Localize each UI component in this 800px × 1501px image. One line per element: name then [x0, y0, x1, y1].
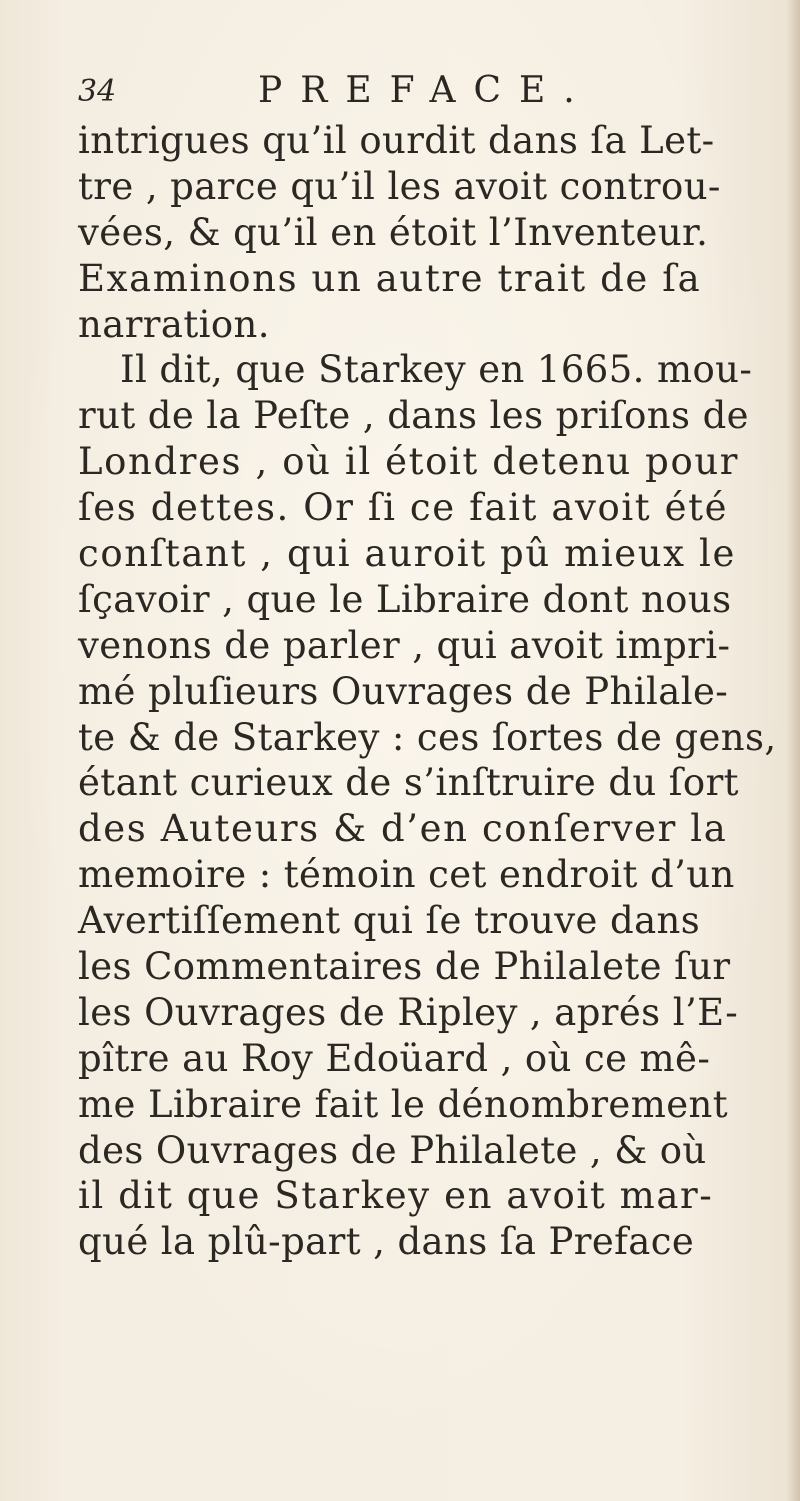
- text-line: des Ouvrages de Philalete , & où: [78, 1128, 707, 1172]
- text-line: tre , parce qu’il les avoit controu-: [78, 164, 721, 208]
- page-edge-shadow: [786, 0, 800, 1501]
- text-line: les Commentaires de Philalete ſur: [78, 945, 731, 989]
- page-number: 34: [78, 74, 117, 109]
- text-line: intrigues qu’il ourdit dans ſa Let-: [78, 119, 715, 162]
- running-head: PREFACE.: [258, 70, 593, 111]
- text-line: les Ouvrages de Ripley , aprés l’E-: [78, 990, 739, 1034]
- text-line: il dit que Starkey en avoit mar-: [78, 1174, 714, 1218]
- text-line: narration.: [78, 302, 270, 346]
- text-line: rut de la Peſte , dans les priſons de: [78, 394, 749, 438]
- paragraph-start-line: Il dit, que Starkey en 1665. mou-: [120, 348, 753, 392]
- text-line: pître au Roy Edoüard , où ce mê-: [78, 1036, 711, 1080]
- page-header: [78, 70, 758, 120]
- text-line: qué la plû-part , dans ſa Preface: [78, 1220, 695, 1264]
- text-line: me Libraire fait le dénombrement: [78, 1082, 728, 1126]
- text-line: ſçavoir , que le Libraire dont nous: [78, 577, 732, 621]
- text-line: venons de parler , qui avoit impri-: [78, 623, 731, 667]
- text-line: mé pluſieurs Ouvrages de Philale-: [78, 669, 729, 713]
- text-line: Examinons un autre trait de ſa: [78, 256, 702, 300]
- text-line: conſtant , qui auroit pû mieux le: [78, 532, 736, 576]
- text-line: des Auteurs & d’en conſerver la: [78, 807, 728, 851]
- text-line: Avertiſſement qui ſe trouve dans: [78, 899, 701, 943]
- text-line: Londres , où il étoit detenu pour: [78, 440, 740, 484]
- text-line: étant curieux de s’inſtruire du ſort: [78, 761, 739, 805]
- body-text: [78, 118, 777, 1265]
- text-line: vées, & qu’il en étoit l’Inventeur.: [78, 210, 709, 254]
- text-line: memoire : témoin cet endroit d’un: [78, 853, 735, 897]
- text-line: ſes dettes. Or ſi ce fait avoit été: [78, 486, 729, 530]
- text-line: te & de Starkey : ces ſortes de gens,: [78, 715, 777, 759]
